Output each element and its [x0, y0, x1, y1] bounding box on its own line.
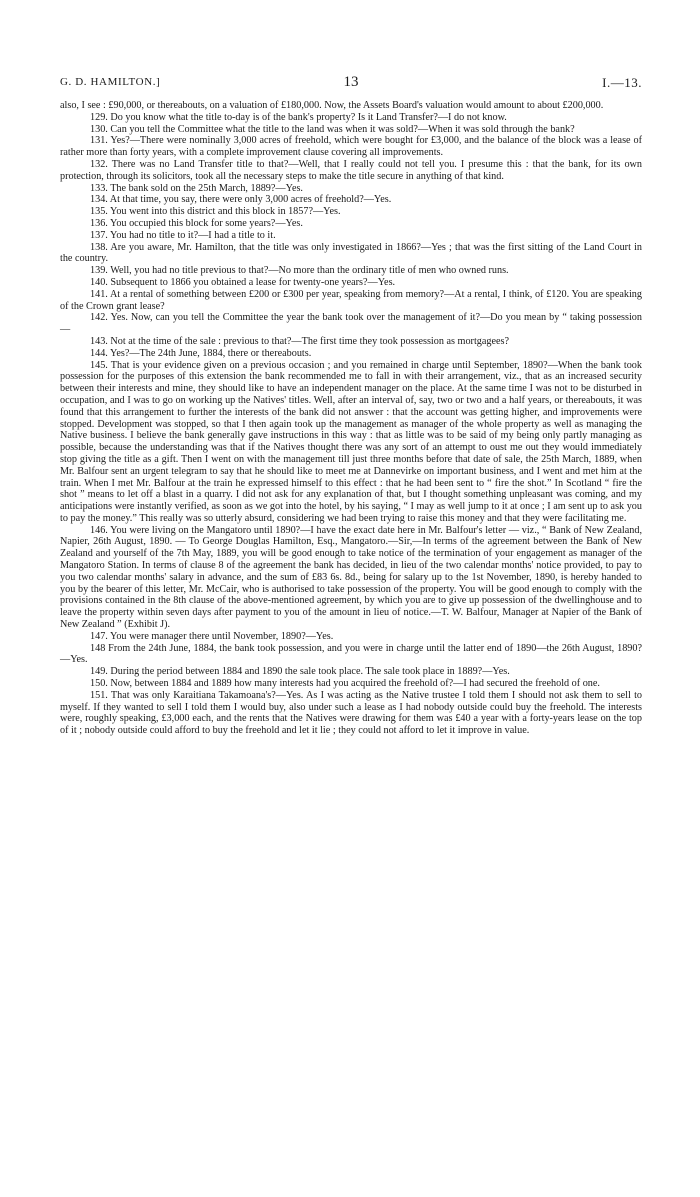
- paragraph: 134. At that time, you say, there were only 3,000 acres of freehold?—Yes.: [90, 194, 392, 206]
- document-page: [60, 74, 642, 737]
- paragraph: 145. That is your evidence given on a previous occasion ; and you remained in charge until September, 1890?—When the bank took possession for the purposes of this extension the bank recommended me to fall in with their arrangement, viz., that as an increased security between their interests and mine, they should like to have an independent manager on the place. At the same time I was not to be disturbed in occupation, and I was to go on working up the Natives' titles. Well, after an interval of, say, two or two and a half years, or thereabouts, it was found that this arrangement to further the interests of the bank did not answer : that the account was getting higher, and improvements were stopped. Development was stopped, so that I then again took up the management as manager of the whole property as well as managing the Native business. I believe the bank generally gave instructions in this way : that as little was to be said of my being only partly managing as possible, because the understanding was that if the Natives thought there was any sort of an attempt to oust me out they would immediately stop giving the title as a gift. Then I went on with the management till just three months before that date of sale, the 25th March, 1889, when Mr. Balfour sent an urgent telegram to say that he should like to meet me at Dannevirke on important business, and I went and met him at the train. When I met Mr. Balfour at the train he expressed himself to this effect : that he had been sent to “ fire the shot.” In Scotland “ fire the shot ” means to let off a blast in a quarry. I did not ask for any explanation of that, but I thought something unpleasant was coming, and my anticipations were instantly verified, as soon as we got into the hotel, by his saying, “ I may as well jump to it at once ; I am sent up to ask you to pay the money.” This really was so utterly absurd, considering we had been trying to raise this money and that they were facilitating me.: [60, 359, 642, 524]
- evidence-text: [60, 100, 642, 737]
- paragraph: 143. Not at the time of the sale : previous to that?—The first time they took possession as mortgagees?: [90, 335, 510, 347]
- paragraph: 146. You were living on the Mangatoro until 1890?—I have the exact date here in Mr. Balfour's letter — viz., “ Bank of New Zealand, Napier, 26th August, 1890. — To George Douglas Hamilton, Esq., Mangatoro.—Sir,—In terms of the agreement between the Bank of New Zealand and yourself of the 7th May, 1889, you will be good enough to take notice of the termination of your engagement as manager of the Mangatoro Station. In terms of clause 8 of the agreement the bank has decided, in lieu of the two calendar months' notice provided, to pay to you two calendar months' salary in advance, and the sum of £83 6s. 8d., being for salary up to the 1st November, 1890, is hereby handed to you by the bearer of this letter, Mr. McCair, who is authorised to take possession of the property. You will be good enough to comply with the provisions contained in the 8th clause of the above-mentioned agreement, by which you are to give up possession of the dwellinghouse and to leave the property within seven days after payment to you of the amount in lieu of notice.—T. W. Balfour, Manager at Napier of the Bank of New Zealand ” (Exhibit J).: [60, 524, 642, 631]
- paragraph: 150. Now, between 1884 and 1889 how many interests had you acquired the freehold of?—I had secured the freehold of one.: [90, 678, 600, 690]
- paragraph: 132. There was no Land Transfer title to that?—Well, that I really could not tell you. I presume this : that the bank, for its own protection, through its solicitors, took all the necessary steps to make the title secure in anything of that kind.: [60, 158, 642, 182]
- paragraph: 131. Yes?—There were nominally 3,000 acres of freehold, which were bought for £3,000, and the balance of the block was a lease of rather more than forty years, with a complete improvement clause covering all improvements.: [60, 135, 642, 159]
- paragraph: 140. Subsequent to 1866 you obtained a lease for twenty-one years?—Yes.: [90, 276, 396, 288]
- paragraph: 130. Can you tell the Committee what the title to the land was when it was sold?—When it was sold through the bank?: [90, 123, 575, 135]
- running-head-left: G. D. HAMILTON.]: [60, 76, 161, 88]
- paragraph: 141. At a rental of something between £200 or £300 per year, speaking from memory?—At a rental, I think, of £120. You are speaking of the Crown grant lease?: [60, 288, 642, 312]
- paragraph: 144. Yes?—The 24th June, 1884, there or thereabouts.: [90, 347, 312, 359]
- paragraph: 147. You were manager there until November, 1890?—Yes.: [90, 630, 334, 642]
- paragraph: 136. You occupied this block for some years?—Yes.: [90, 217, 303, 229]
- paragraph: 149. During the period between 1884 and 1890 the sale took place. The sale took place in 1889?—Yes.: [90, 666, 510, 678]
- paragraph: 137. You had no title to it?—I had a title to it.: [90, 229, 276, 241]
- paragraph: 135. You went into this district and this block in 1857?—Yes.: [90, 206, 341, 218]
- paragraph: 142. Yes. Now, can you tell the Committee the year the bank took over the management of it?—Do you mean by “ taking possession —: [60, 312, 642, 336]
- paragraph: 148 From the 24th June, 1884, the bank took possession, and you were in charge until the latter end of 1890—the 26th August, 1890?—Yes.: [60, 642, 642, 666]
- page-header: [60, 74, 642, 96]
- paragraph: 133. The bank sold on the 25th March, 1889?—Yes.: [90, 182, 303, 194]
- paragraph: also, I see : £90,000, or thereabouts, on a valuation of £180,000. Now, the Assets Board's valuation would amount to about £200,000.: [60, 100, 604, 111]
- page-number: 13: [343, 74, 359, 90]
- paragraph: 138. Are you aware, Mr. Hamilton, that the title was only investigated in 1866?—Yes ; that was the first sitting of the Land Court in the country.: [60, 241, 642, 265]
- paragraph: 129. Do you know what the title to-day is of the bank's property? Is it Land Transfer?—I do not know.: [90, 111, 507, 123]
- paragraph: 139. Well, you had no title previous to that?—No more than the ordinary title of men who owned runs.: [90, 265, 509, 277]
- paragraph: 151. That was only Karaitiana Takamoana's?—Yes. As I was acting as the Native trustee I told them I should not ask them to sell to myself. If they wanted to sell I told them I would buy, also under such a lease as I had nobody outside could buy the freehold. The interests were, roughly speaking, £3,000 each, and the rents that the Natives were drawing for them was £40 a year with a forty-years lease on the top of it ; nobody outside could afford to buy the freehold and let it lie ; they could not afford to let it improve in value.: [60, 689, 642, 737]
- document-reference: I.—13.: [602, 75, 642, 90]
